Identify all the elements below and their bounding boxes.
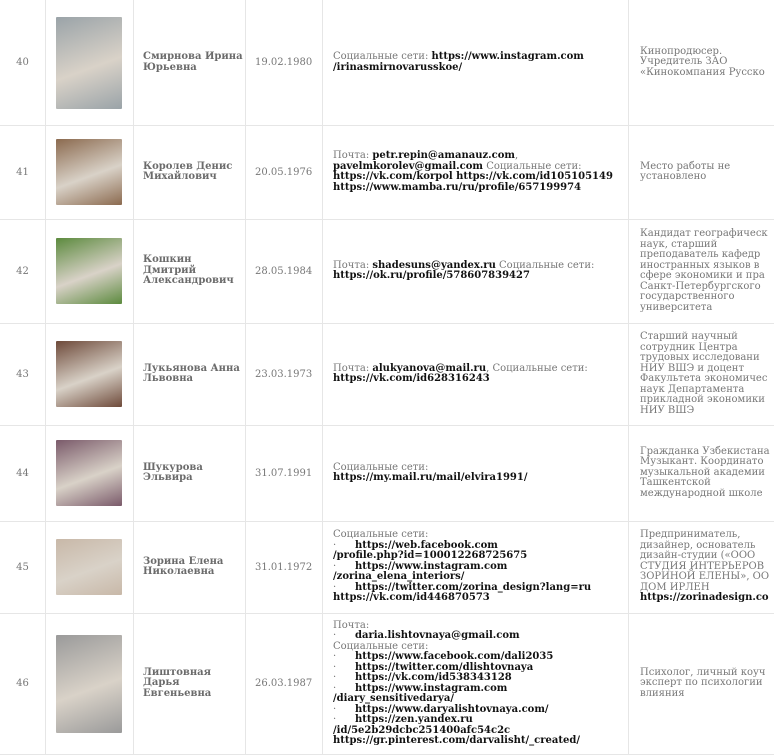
birth-date: 20.05.1976	[255, 166, 313, 178]
info-line: трудовых исследовани	[640, 352, 760, 363]
info-line: музыкальной академии	[640, 466, 765, 478]
info-line: прикладной экономики	[640, 394, 765, 405]
birth-date: 31.01.1972	[255, 561, 313, 573]
contact-link[interactable]: alukyanova@mail.ru	[372, 362, 487, 374]
person-name: Королев Денис Михайлович	[143, 160, 233, 182]
contact-link[interactable]: shadesuns@yandex.ru	[372, 259, 496, 271]
column-divider	[628, 613, 629, 754]
person-photo-cell	[45, 219, 133, 323]
column-divider	[322, 425, 323, 521]
info-line: СТУДИЯ ИНТЕРЬЕРОВ	[640, 560, 765, 572]
contact-link[interactable]: https://vk.com/id628316243	[333, 373, 490, 384]
table-row	[0, 125, 774, 220]
contact-line	[333, 473, 528, 484]
info-line: дизайн-студии («ООО	[640, 550, 756, 562]
row-number: 46	[16, 678, 29, 689]
contact-label: Почта:	[333, 259, 373, 271]
bullet-marker: ·	[333, 560, 337, 572]
contacts-cell	[333, 521, 623, 613]
contact-link[interactable]: /irinasmirnovarusskoe/	[333, 61, 463, 73]
contact-link[interactable]: https://vk.com/id446870573	[333, 592, 490, 604]
birth-date: 28.05.1984	[255, 265, 313, 277]
column-divider	[133, 323, 134, 425]
contact-label: Почта:	[333, 150, 373, 161]
contact-label: Социальные сети:	[333, 529, 429, 541]
person-info	[640, 425, 774, 521]
person-info	[640, 0, 774, 125]
info-line: наук, старший	[640, 238, 718, 250]
contact-link[interactable]: https://ok.ru/profile/578607839427	[333, 270, 530, 281]
info-line: дизайнер, основатель	[640, 539, 756, 551]
contact-line	[333, 736, 580, 747]
info-line: Кандидат географическ	[640, 228, 768, 239]
column-divider	[245, 323, 246, 425]
info-line: ЗОРИНОЙ ЕЛЕНЫ», ОО	[640, 571, 770, 583]
birth-date: 31.07.1991	[255, 467, 313, 479]
bullet-marker: ·	[333, 714, 337, 725]
contact-link[interactable]: https://my.mail.ru/mail/elvira1991/	[333, 472, 528, 483]
contact-line	[333, 183, 613, 194]
contact-link[interactable]: https://www.daryalishtovnaya.com/	[355, 703, 549, 715]
birth-date: 23.03.1973	[255, 368, 313, 380]
person-info	[640, 521, 774, 613]
person-photo-cell	[45, 613, 133, 754]
contact-link[interactable]: https://web.facebook.com	[355, 539, 498, 551]
info-line: государственного	[640, 291, 735, 302]
contact-link[interactable]: https://www.instagram.com	[431, 51, 584, 62]
contact-label: ,	[514, 150, 519, 161]
row-number: 45	[16, 561, 29, 573]
info-line: международной школе	[640, 487, 763, 499]
info-line: наук Департамента	[640, 383, 745, 395]
contact-link[interactable]: https://www.mamba.ru/ru/profile/657199974	[333, 181, 582, 193]
contacts-cell	[333, 125, 623, 219]
bullet-marker: ·	[333, 682, 337, 694]
contact-label: Социальные сети:	[495, 259, 595, 271]
info-line: сотрудник Центра	[640, 341, 738, 353]
bullet-marker: ·	[333, 703, 337, 715]
person-photo-cell	[45, 0, 133, 125]
person-photo[interactable]	[56, 238, 122, 304]
person-name: Кошкин Дмитрий Александрович	[143, 254, 234, 287]
contact-line	[333, 271, 594, 282]
column-divider	[133, 219, 134, 323]
column-divider	[133, 521, 134, 613]
info-line: «Кинокомпания Русско	[640, 66, 765, 78]
birth-date: 19.02.1980	[255, 57, 313, 68]
contact-line	[333, 63, 584, 74]
info-line: влияния	[640, 687, 685, 699]
contact-link[interactable]: https://gr.pinterest.com/darvalisht/_created/	[333, 735, 580, 746]
row-number: 44	[16, 467, 29, 479]
person-name: Зорина Елена Николаевна	[143, 555, 224, 577]
contact-link[interactable]: https://twitter.com/dlishtovnaya	[355, 661, 534, 673]
contacts-cell	[333, 425, 623, 521]
bullet-marker: ·	[333, 672, 337, 683]
column-divider	[628, 323, 629, 425]
info-line: Старший научный	[640, 331, 738, 342]
column-divider	[133, 613, 134, 754]
info-line: университета	[640, 301, 713, 313]
contacts-cell	[333, 323, 623, 425]
person-info	[640, 125, 774, 219]
person-photo-cell	[45, 425, 133, 521]
column-divider	[245, 521, 246, 613]
contact-link[interactable]: /zorina_elena_interiors/	[333, 571, 465, 583]
column-divider	[322, 323, 323, 425]
column-divider	[133, 125, 134, 219]
contact-link[interactable]: https://www.instagram.com	[355, 682, 508, 694]
contact-label: , Социальные сети:	[486, 362, 588, 374]
person-photo[interactable]	[56, 440, 122, 506]
person-name: Лиштовная Дарья Евгеньевна	[143, 666, 212, 699]
column-divider	[322, 521, 323, 613]
contact-label: Социальные сети:	[333, 461, 429, 473]
person-photo-cell	[45, 323, 133, 425]
person-photo[interactable]	[56, 539, 122, 595]
contact-label: Социальные сети:	[333, 51, 432, 62]
info-line: Место работы не	[640, 160, 731, 172]
bullet-marker: ·	[333, 581, 337, 593]
column-divider	[628, 521, 629, 613]
person-photo-cell	[45, 521, 133, 613]
table-row	[0, 219, 774, 324]
table-row	[0, 323, 774, 426]
contacts-cell	[333, 219, 623, 323]
contact-link[interactable]: /profile.php?id=100012268725675	[333, 550, 528, 562]
person-photo[interactable]	[56, 17, 122, 109]
contact-label: Социальные сети:	[483, 160, 582, 172]
column-divider	[628, 425, 629, 521]
person-photo[interactable]	[56, 635, 122, 733]
person-photo[interactable]	[56, 341, 122, 407]
bullet-marker: ·	[333, 539, 337, 551]
column-divider	[245, 0, 246, 125]
info-line: сфере экономики и пра	[640, 270, 765, 281]
info-line: преподаватель кафедр	[640, 249, 761, 260]
info-line: Кинопродюсер.	[640, 45, 723, 57]
row-number: 43	[16, 368, 29, 380]
person-info	[640, 219, 774, 323]
contact-link[interactable]: https://www.instagram.com	[355, 560, 508, 572]
contact-link[interactable]: pavelmkorolev@gmail.com	[333, 160, 484, 172]
contact-link[interactable]: https://vk.com/id538343128	[355, 672, 512, 683]
table-row	[0, 0, 774, 126]
info-line: Ташкентской	[640, 477, 711, 489]
column-divider	[133, 0, 134, 125]
person-photo[interactable]	[56, 139, 122, 205]
bullet-marker: ·	[333, 630, 337, 641]
column-divider	[322, 125, 323, 219]
column-divider	[322, 613, 323, 754]
info-line: установлено	[640, 171, 707, 182]
contact-label: Социальные сети:	[333, 640, 429, 652]
row-number: 40	[16, 57, 29, 68]
info-link[interactable]: https://zorinadesign.co	[640, 592, 769, 604]
column-divider	[628, 219, 629, 323]
contact-link[interactable]: https://zen.yandex.ru	[355, 714, 473, 725]
table-row	[0, 521, 774, 614]
info-line: Музыкант. Координато	[640, 456, 764, 468]
birth-date: 26.03.1987	[255, 678, 313, 689]
contacts-cell	[333, 613, 623, 754]
person-photo-cell	[45, 125, 133, 219]
bullet-marker: ·	[333, 661, 337, 673]
person-name: Лукьянова Анна Львовна	[143, 362, 240, 384]
info-line: НИУ ВШЭ	[640, 404, 695, 416]
person-info	[640, 613, 774, 754]
column-divider	[245, 125, 246, 219]
contact-link[interactable]: /diary_sensitivedarya/	[333, 693, 454, 704]
bullet-marker: ·	[333, 651, 337, 662]
contact-label: Почта:	[333, 362, 373, 374]
person-info	[640, 323, 774, 425]
info-line: Предприниматель,	[640, 529, 741, 541]
contact-link[interactable]: /id/5e2b29dcbc251400afc54c2c	[333, 724, 511, 736]
contact-link[interactable]: daria.lishtovnaya@gmail.com	[355, 630, 520, 641]
column-divider	[628, 0, 629, 125]
column-divider	[245, 613, 246, 754]
contact-label: Почта:	[333, 619, 370, 631]
row-number: 42	[16, 265, 29, 277]
column-divider	[245, 425, 246, 521]
contacts-cell	[333, 0, 623, 125]
info-line: эксперт по психологии	[640, 677, 763, 689]
contact-link[interactable]: https://vk.com/korpol https://vk.com/id105105149	[333, 171, 613, 182]
person-name: Смирнова Ирина Юрьевна	[143, 51, 243, 73]
info-line: ДОМ ИРЛЕН	[640, 581, 710, 593]
column-divider	[245, 219, 246, 323]
column-divider	[628, 125, 629, 219]
info-line: Санкт-Петербургского	[640, 280, 761, 292]
column-divider	[133, 425, 134, 521]
info-line: НИУ ВШЭ и доцент	[640, 362, 745, 374]
info-line: Учредитель ЗАО	[640, 56, 728, 68]
row-number: 41	[16, 166, 29, 178]
info-line: Гражданка Узбекистана	[640, 445, 770, 457]
contact-link[interactable]: https://twitter.com/zorina_design?lang=ru	[355, 581, 592, 593]
contact-line	[333, 593, 591, 604]
column-divider	[322, 0, 323, 125]
contact-link[interactable]: https://www.facebook.com/dali2035	[355, 651, 554, 662]
table-row	[0, 613, 774, 755]
column-divider	[322, 219, 323, 323]
info-line: иностранных языков в	[640, 259, 760, 271]
person-name: Шукурова Эльвира	[143, 461, 203, 483]
table-row	[0, 425, 774, 522]
info-line: Факультета экономичес	[640, 373, 768, 384]
info-line: Психолог, личный коуч	[640, 666, 766, 678]
contact-line	[333, 374, 588, 385]
contact-link[interactable]: petr.repin@amanauz.com	[372, 150, 515, 161]
